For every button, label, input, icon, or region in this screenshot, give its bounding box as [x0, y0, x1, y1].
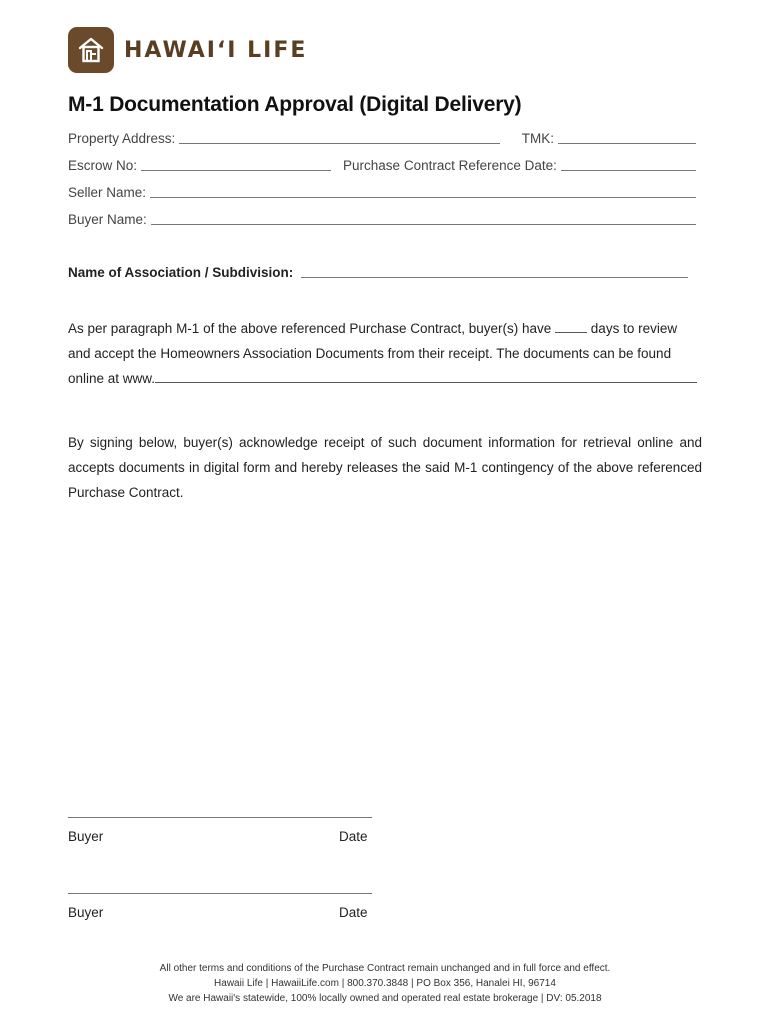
association-field[interactable]: [301, 265, 688, 278]
buyer-1-signature-line[interactable]: [68, 817, 372, 818]
property-address-row: [68, 131, 700, 146]
seller-name-field[interactable]: [150, 185, 696, 198]
page-title: M-1 Documentation Approval (Digital Delivery): [68, 93, 522, 116]
buyer-1-label: Buyer: [68, 829, 104, 844]
association-label: Name of Association / Subdivision:: [68, 265, 294, 280]
footer-contact: Hawaii Life | HawaiiLife.com | 800.370.3848 | PO Box 356, Hanalei HI, 96714: [214, 978, 556, 989]
tmk-field[interactable]: [558, 131, 696, 144]
review-days-field[interactable]: [555, 320, 587, 333]
buyer-1-date-label: Date: [339, 829, 368, 844]
association-row: [68, 265, 692, 280]
acknowledgement-paragraph: By signing below, buyer(s) acknowledge receipt of such document information for retrieval online and accepts documents in digital form and hereby releases the said M-1 contingency of the above referenced Purchase Contract.: [68, 435, 702, 500]
footer-terms: All other terms and conditions of the Purchase Contract remain unchanged and in full force and effect.: [159, 963, 611, 974]
contract-date-field[interactable]: [561, 158, 696, 171]
review-text-part2: days to review and accept the Homeowners Association Documents from their receipt. The documents can be found online at www.: [68, 321, 678, 386]
tmk-label: TMK:: [521, 131, 554, 146]
property-address-field[interactable]: [179, 131, 499, 144]
buyer-2-date-label: Date: [339, 905, 368, 920]
buyer-2-label: Buyer: [68, 905, 104, 920]
page-footer: [0, 961, 770, 1006]
footer-tagline: We are Hawaii's statewide, 100% locally owned and operated real estate brokerage | DV: 05.2018: [168, 993, 602, 1004]
documents-url-field[interactable]: [155, 370, 697, 383]
review-text-part1: As per paragraph M-1 of the above referenced Purchase Contract, buyer(s) have: [68, 321, 552, 336]
buyer-2-signature-line[interactable]: [68, 893, 372, 894]
escrow-row: [68, 158, 700, 173]
seller-row: [68, 185, 700, 200]
buyer-row: [68, 212, 700, 227]
contract-date-label: Purchase Contract Reference Date:: [343, 158, 557, 173]
seller-name-label: Seller Name:: [68, 185, 147, 200]
escrow-no-label: Escrow No:: [68, 158, 138, 173]
brand-name: HAWAI‘I LIFE: [124, 37, 308, 63]
buyer-name-field[interactable]: [151, 212, 696, 225]
escrow-no-field[interactable]: [141, 158, 331, 171]
company-logo: [68, 27, 307, 73]
review-paragraph: [68, 316, 702, 391]
buyer-name-label: Buyer Name:: [68, 212, 147, 227]
house-icon: [68, 27, 114, 73]
property-address-label: Property Address:: [68, 131, 176, 146]
